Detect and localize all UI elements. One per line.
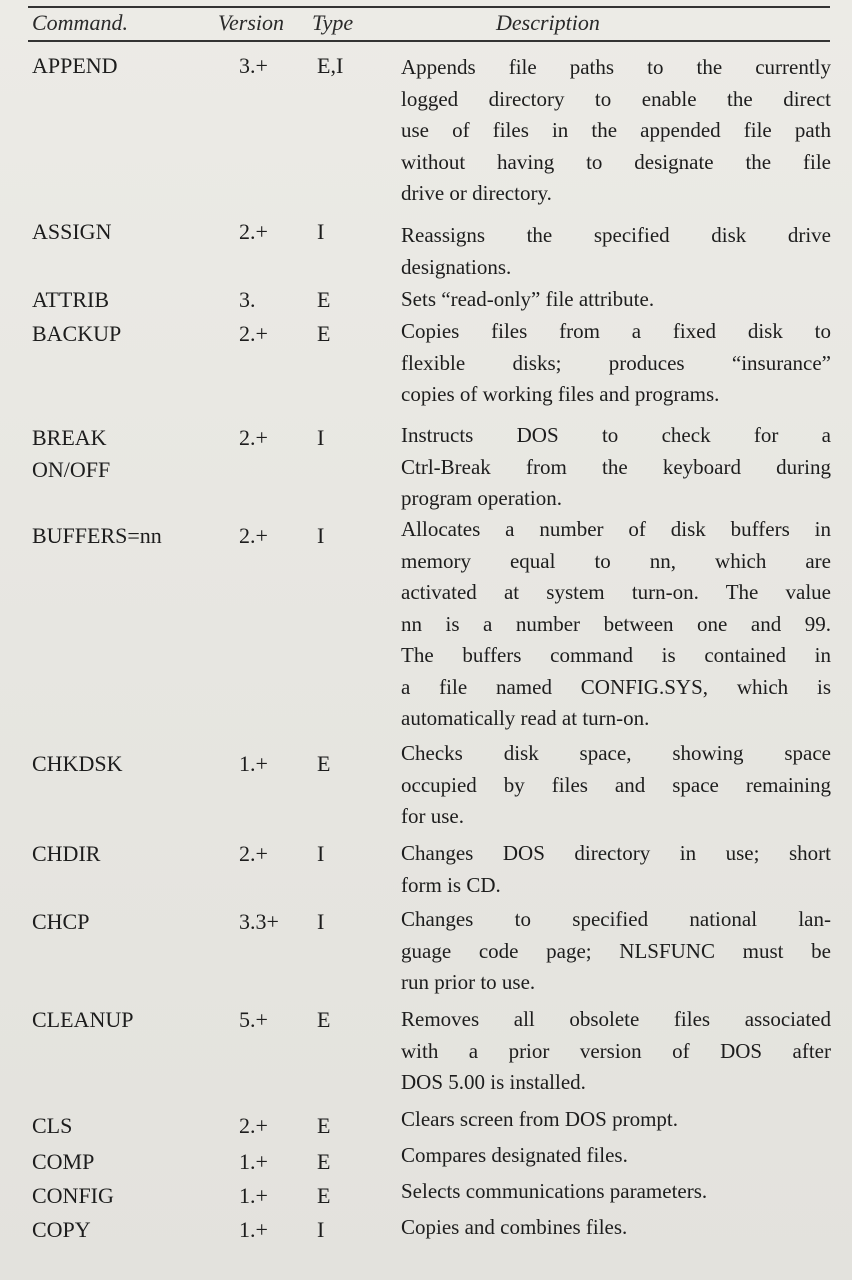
description-line: activated at system turn-on. The value bbox=[401, 580, 831, 604]
description-line: Copies and combines files. bbox=[401, 1215, 628, 1239]
type-value: I bbox=[317, 425, 325, 450]
description-line: a file named CONFIG.SYS, which is bbox=[401, 674, 831, 699]
command-name: CLEANUP bbox=[32, 1007, 134, 1032]
description-line: guage code page; NLSFUNC must be bbox=[401, 938, 831, 963]
version-value: 3.3+ bbox=[239, 909, 279, 934]
type-value: E bbox=[317, 321, 331, 346]
description-line: memory equal to nn, which are bbox=[401, 548, 831, 573]
description-text bbox=[401, 220, 831, 283]
description-line: Compares designated files. bbox=[401, 1143, 628, 1167]
header-rule bbox=[28, 40, 830, 42]
version-value: 2.+ bbox=[239, 219, 268, 244]
description-line: without having to designate the file bbox=[401, 149, 831, 174]
description-line: Removes all obsolete files associated bbox=[401, 1007, 831, 1031]
description-line: nn is a number between one and 99. bbox=[401, 611, 831, 636]
description-text bbox=[401, 316, 831, 411]
header-description: Description bbox=[496, 10, 600, 35]
version-value: 5.+ bbox=[239, 1007, 268, 1032]
command-name: BACKUP bbox=[32, 321, 122, 346]
description-line: Appends file paths to the currently bbox=[401, 55, 831, 79]
description-text bbox=[401, 284, 831, 316]
description-text bbox=[401, 1004, 831, 1099]
description-line: Reassigns the specified disk drive bbox=[401, 223, 831, 247]
type-value: E bbox=[317, 1183, 331, 1208]
description-line: automatically read at turn-on. bbox=[401, 706, 650, 730]
type-value: E,I bbox=[317, 53, 344, 78]
description-line: flexible disks; produces “insurance” bbox=[401, 350, 831, 375]
command-name: CHKDSK bbox=[32, 751, 123, 776]
type-value: E bbox=[317, 1113, 331, 1138]
header-version: Version bbox=[218, 10, 284, 35]
header-type: Type bbox=[312, 10, 354, 35]
type-value: I bbox=[317, 219, 325, 244]
description-line: designations. bbox=[401, 254, 512, 279]
description-text bbox=[401, 738, 831, 833]
description-text bbox=[401, 1140, 831, 1172]
command-name: CONFIG bbox=[32, 1183, 114, 1208]
description-line: The buffers command is contained in bbox=[401, 643, 831, 667]
command-name: CHCP bbox=[32, 909, 90, 934]
version-value: 1.+ bbox=[239, 1183, 268, 1208]
description-line: Clears screen from DOS prompt. bbox=[401, 1107, 679, 1131]
version-value: 2.+ bbox=[239, 425, 268, 450]
description-line: form is CD. bbox=[401, 872, 501, 897]
description-text bbox=[401, 1104, 831, 1136]
description-text bbox=[401, 1176, 831, 1208]
command-name: COPY bbox=[32, 1217, 91, 1242]
type-value: E bbox=[317, 287, 331, 312]
type-value: I bbox=[317, 1217, 325, 1242]
description-line: run prior to use. bbox=[401, 970, 536, 994]
description-line: for use. bbox=[401, 804, 464, 828]
version-value: 2.+ bbox=[239, 841, 268, 866]
description-line: with a prior version of DOS after bbox=[401, 1038, 831, 1063]
command-name: ATTRIB bbox=[32, 287, 109, 312]
description-line: program operation. bbox=[401, 486, 562, 510]
description-line: Ctrl-Break from the keyboard during bbox=[401, 454, 831, 479]
description-line: Checks disk space, showing space bbox=[401, 741, 831, 765]
description-text bbox=[401, 838, 831, 901]
description-line: Changes DOS directory in use; short bbox=[401, 841, 831, 865]
description-line: Copies files from a fixed disk to bbox=[401, 319, 831, 343]
description-text bbox=[401, 52, 831, 210]
version-value: 1.+ bbox=[239, 751, 268, 776]
command-name: BUFFERS=nn bbox=[32, 523, 162, 548]
description-line: Sets “read-only” file attribute. bbox=[401, 287, 655, 311]
type-value: I bbox=[317, 841, 325, 866]
description-line: Selects communications parameters. bbox=[401, 1179, 708, 1203]
description-line: copies of working files and programs. bbox=[401, 382, 720, 406]
description-line: use of files in the appended file path bbox=[401, 118, 831, 142]
description-text bbox=[401, 514, 831, 735]
top-rule bbox=[28, 6, 830, 8]
description-line: Allocates a number of disk buffers in bbox=[401, 517, 831, 541]
type-value: E bbox=[317, 1007, 331, 1032]
description-line: DOS 5.00 is installed. bbox=[401, 1070, 586, 1094]
version-value: 3. bbox=[239, 287, 256, 312]
version-value: 1.+ bbox=[239, 1149, 268, 1174]
command-name: CLS bbox=[32, 1113, 73, 1138]
command-name: ASSIGN bbox=[32, 219, 112, 244]
description-line: occupied by files and space remaining bbox=[401, 772, 831, 797]
description-line: logged directory to enable the direct bbox=[401, 86, 831, 111]
type-value: I bbox=[317, 523, 325, 548]
command-name: BREAK ON/OFF bbox=[32, 425, 111, 482]
description-text bbox=[401, 420, 831, 515]
version-value: 2.+ bbox=[239, 321, 268, 346]
description-line: drive or directory. bbox=[401, 181, 552, 205]
type-value: I bbox=[317, 909, 325, 934]
command-name: CHDIR bbox=[32, 841, 101, 866]
description-line: Changes to specified national lan- bbox=[401, 907, 831, 931]
type-value: E bbox=[317, 1149, 331, 1174]
version-value: 2.+ bbox=[239, 1113, 268, 1138]
description-text bbox=[401, 904, 831, 999]
description-text bbox=[401, 1212, 831, 1244]
version-value: 1.+ bbox=[239, 1217, 268, 1242]
command-name: APPEND bbox=[32, 53, 118, 78]
command-name: COMP bbox=[32, 1149, 95, 1174]
header-command: Command. bbox=[32, 10, 128, 35]
version-value: 2.+ bbox=[239, 523, 268, 548]
version-value: 3.+ bbox=[239, 53, 268, 78]
description-line: Instructs DOS to check for a bbox=[401, 423, 831, 447]
type-value: E bbox=[317, 751, 331, 776]
